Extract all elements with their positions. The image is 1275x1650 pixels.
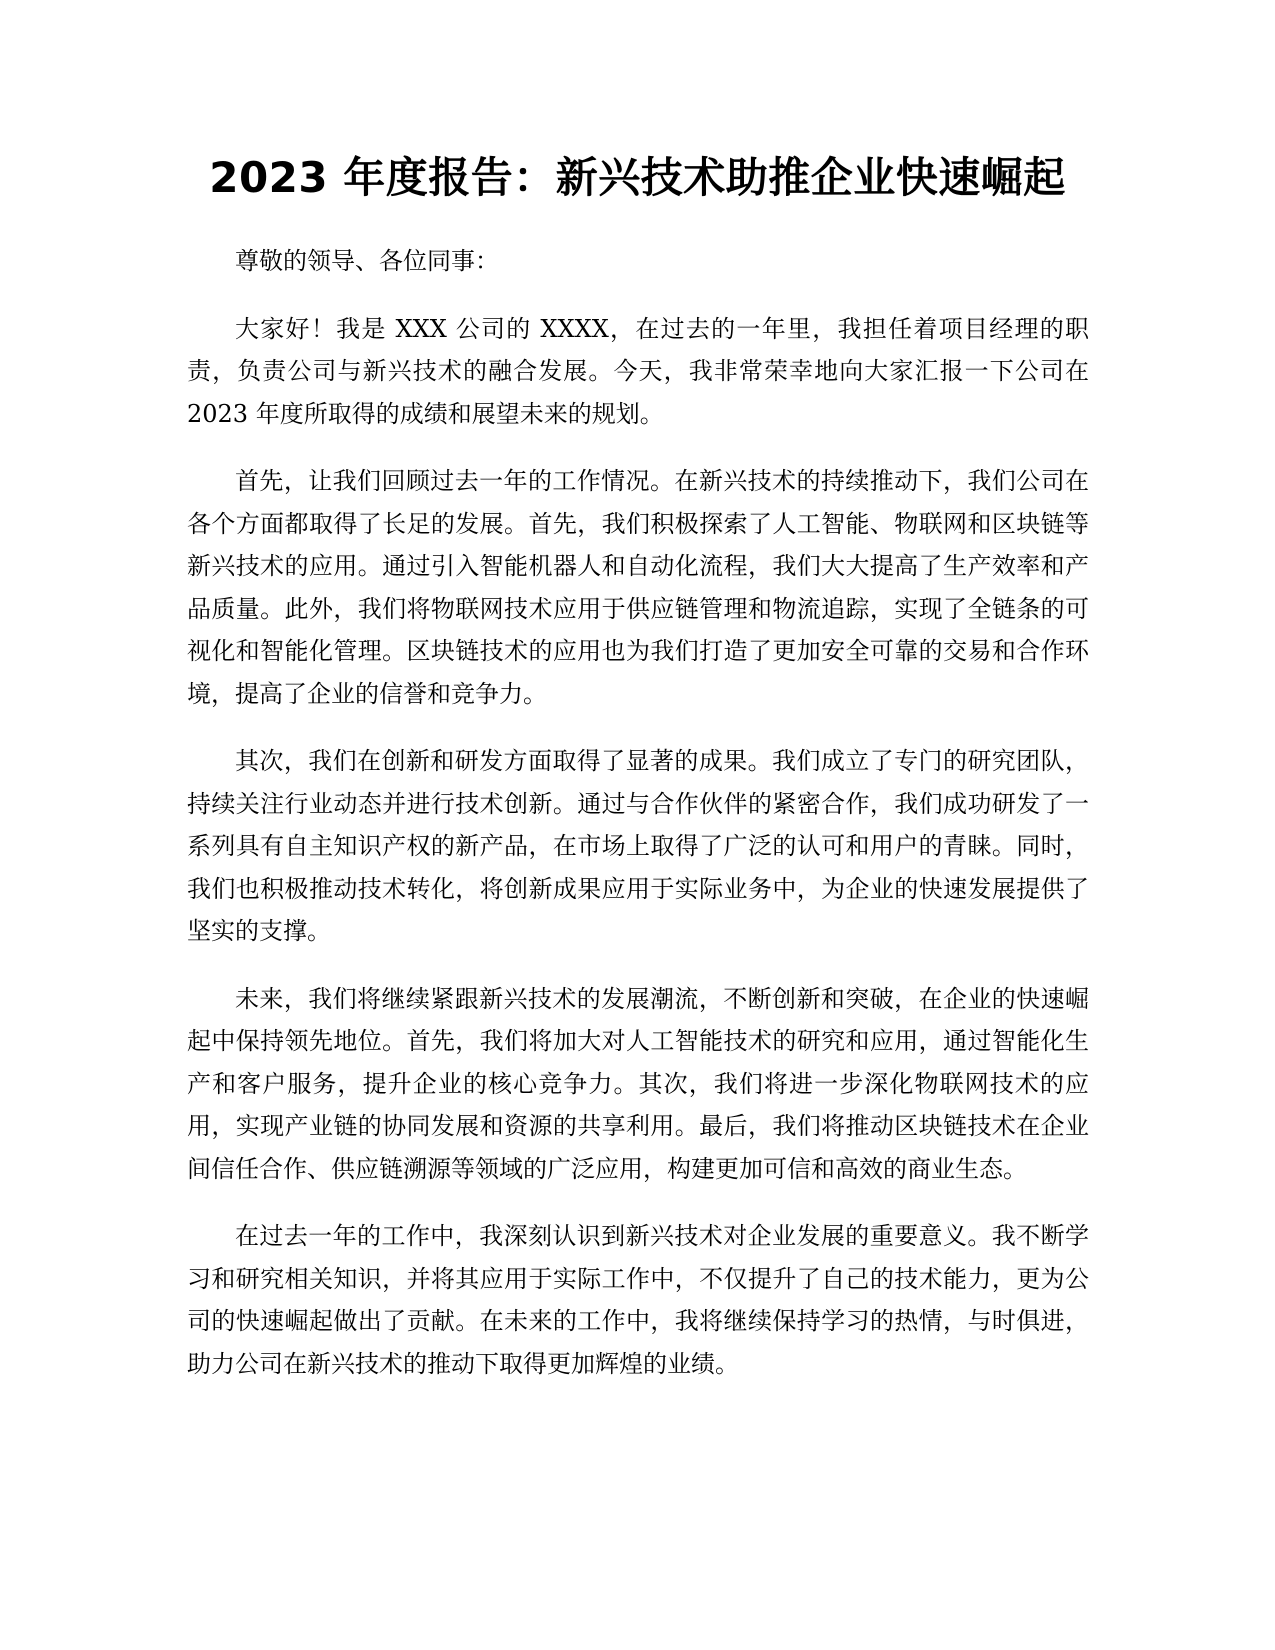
body-paragraph-future: 未来，我们将继续紧跟新兴技术的发展潮流，不断创新和突破，在企业的快速崛起中保持领先地位。首先，我们将加大对人工智能技术的研究和应用，通过智能化生产和客户服务，提升企业的核心竞争力。其次，我们将进一步深化物联网技术的应用，实现产业链的协同发展和资源的共享利用。最后，我们将推动区块链技术在企业间信任合作、供应链溯源等领域的广泛应用，构建更加可信和高效的商业生态。: [187, 984, 1089, 1183]
body-paragraph-review: 首先，让我们回顾过去一年的工作情况。在新兴技术的持续推动下，我们公司在各个方面都取得了长足的发展。首先，我们积极探索了人工智能、物联网和区块链等新兴技术的应用。通过引入智能机器人和自动化流程，我们大大提高了生产效率和产品质量。此外，我们将物联网技术应用于供应链管理和物流追踪，实现了全链条的可视化和智能化管理。区块链技术的应用也为我们打造了更加安全可靠的交易和合作环境，提高了企业的信誉和竞争力。: [187, 467, 1089, 708]
body-paragraph-innovation: 其次，我们在创新和研发方面取得了显著的成果。我们成立了专门的研究团队，持续关注行业动态并进行技术创新。通过与合作伙伴的紧密合作，我们成功研发了一系列具有自主知识产权的新产品，在市场上取得了广泛的认可和用户的青睐。同时，我们也积极推动技术转化，将创新成果应用于实际业务中，为企业的快速发展提供了坚实的支撑。: [187, 747, 1089, 945]
document-body: [187, 240, 1089, 1410]
body-paragraph-conclusion: 在过去一年的工作中，我深刻认识到新兴技术对企业发展的重要意义。我不断学习和研究相关知识，并将其应用于实际工作中，不仅提升了自己的技术能力，更为公司的快速崛起做出了贡献。在未来的工作中，我将继续保持学习的热情，与时俱进，助力公司在新兴技术的推动下取得更加辉煌的业绩。: [187, 1222, 1089, 1378]
document-title: 2023 年度报告：新兴技术助推企业快速崛起: [209, 153, 1066, 202]
body-paragraph-intro: 大家好！我是 XXX 公司的 XXXX，在过去的一年里，我担任着项目经理的职责，负责公司与新兴技术的融合发展。今天，我非常荣幸地向大家汇报一下公司在 2023 年度所取得的成绩和展望未来的规划。: [187, 314, 1089, 428]
salutation-paragraph: 尊敬的领导、各位同事：: [235, 247, 499, 275]
